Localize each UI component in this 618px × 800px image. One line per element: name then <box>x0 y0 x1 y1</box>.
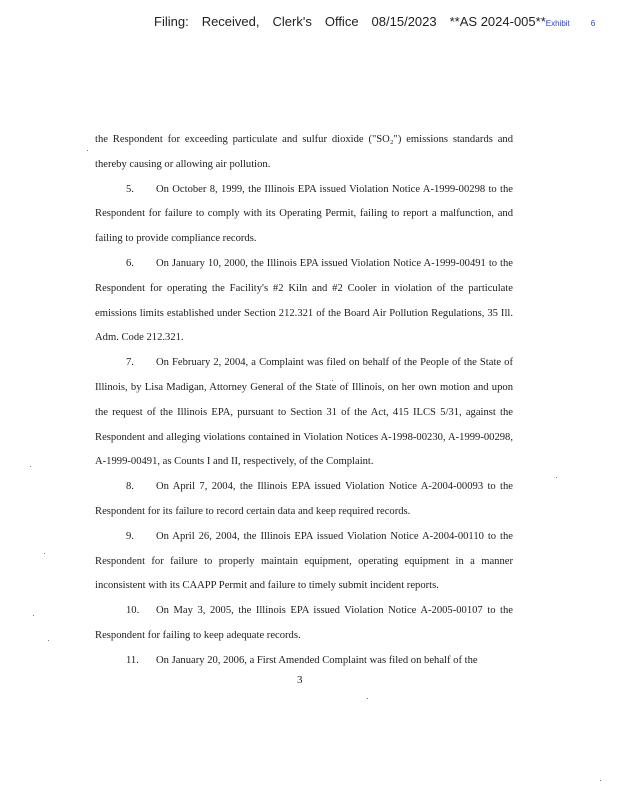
scan-speck <box>87 150 88 151</box>
office-label: Office <box>324 14 359 29</box>
paragraph-11 <box>95 649 513 674</box>
paragraph-text: On February 2, 2004, a Complaint was filed on behalf of the People of the State of Illinois, by Lisa Madigan, Attorney General of the State of Illinois, on her own motion and upon the request of the Illinois EPA, pursuant to Section 31 of the Act, 415 ILCS 5/31, against the Respondent and alleging violations contained in Violation Notices A-1998-00230, A-1999-00298, A-1999-00491, as Counts I and II, respectively, of the Complaint. <box>95 357 513 468</box>
paragraph-6 <box>95 252 513 351</box>
scan-speck <box>44 553 45 554</box>
paragraph-text: On October 8, 1999, the Illinois EPA issued Violation Notice A-1999-00298 to the Respondent for failure to comply with its Operating Permit, failing to report a malfunction, and failing to provide compliance records. <box>95 183 513 245</box>
filing-stamp-header <box>154 14 608 29</box>
scan-speck <box>48 640 49 641</box>
paragraph-text: On April 26, 2004, the Illinois EPA issued Violation Notice A-2004-00110 to the Respondent for failure to properly maintain equipment, operating equipment in a manner inconsistent with its CAAPP Permit and failure to timely submit incident reports. <box>95 530 513 592</box>
paragraph-10 <box>95 599 513 649</box>
scan-speck <box>367 698 368 699</box>
paragraph-8 <box>95 475 513 525</box>
scan-speck <box>556 477 557 478</box>
exhibit-number: 6 <box>590 19 596 28</box>
clerks-label: Clerk's <box>272 14 312 29</box>
case-number: **AS 2024-005** <box>449 14 546 29</box>
scan-speck <box>332 380 333 381</box>
paragraph-text: On January 20, 2006, a First Amended Complaint was filed on behalf of the <box>156 654 478 666</box>
paragraph-text: On May 3, 2005, the Illinois EPA issued Violation Notice A-2005-00107 to the Respondent for failing to keep adequate records. <box>95 605 513 641</box>
filing-date: 08/15/2023 <box>371 14 437 29</box>
scan-speck <box>30 466 31 467</box>
scan-speck <box>600 780 601 781</box>
page-number: 3 <box>297 674 303 686</box>
paragraph-5 <box>95 178 513 252</box>
paragraph-number: 8. <box>126 481 134 493</box>
scan-speck <box>33 615 34 616</box>
paragraph-9 <box>95 525 513 599</box>
filing-label: Filing: <box>154 14 189 29</box>
paragraph-7 <box>95 351 513 475</box>
paragraph-number: 11. <box>126 654 139 666</box>
paragraph-text: On January 10, 2000, the Illinois EPA issued Violation Notice A-1999-00491 to the Respondent for operating the Facility's #2 Kiln and #2 Cooler in violation of the particulate emissions limits established under Section 212.321 of the Board Air Pollution Regulations, 35 Ill. Adm. Code 212.321. <box>95 257 513 344</box>
paragraph-number: 9. <box>126 530 134 542</box>
paragraph-text: the Respondent for exceeding particulate and sulfur dioxide ("SO₂") emissions standards and thereby causing or allowing air pollution. <box>95 134 513 170</box>
paragraph-number: 6. <box>126 257 134 269</box>
paragraph-text: On April 7, 2004, the Illinois EPA issued Violation Notice A-2004-00093 to the Respondent for its failure to record certain data and keep required records. <box>95 481 513 517</box>
exhibit-label: Exhibit <box>545 19 570 28</box>
received-label: Received, <box>201 14 260 29</box>
paragraph-continuation <box>95 128 513 178</box>
document-body <box>95 128 513 674</box>
paragraph-number: 10. <box>126 605 140 617</box>
paragraph-number: 7. <box>126 357 134 369</box>
paragraph-number: 5. <box>126 183 134 195</box>
